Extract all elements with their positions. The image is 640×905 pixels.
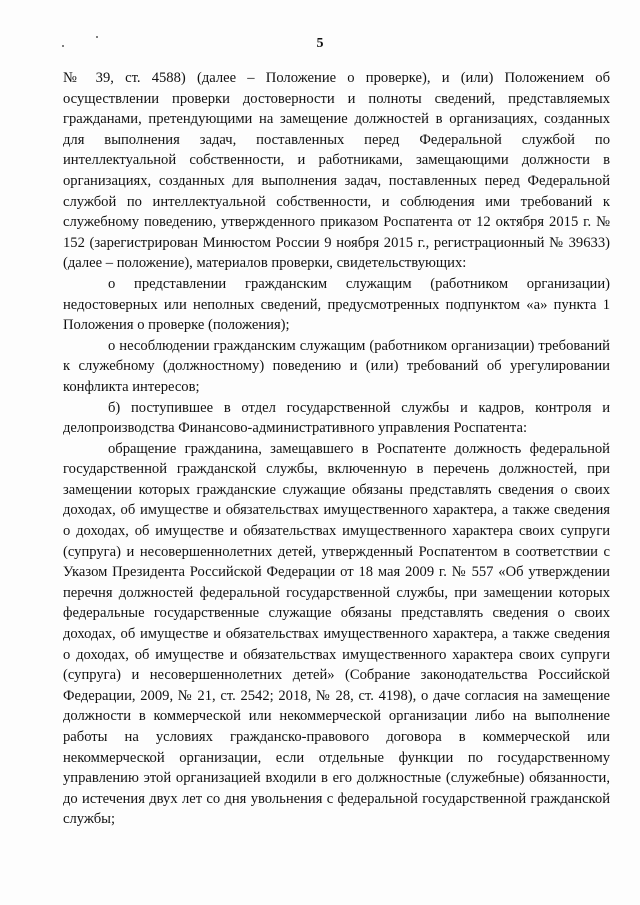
paragraph-item-b: б) поступившее в отдел государственной службы и кадров, контроля и делопроизводства Финансово-административного управления Роспатента: <box>63 399 610 437</box>
paragraph-intro-continuation: № 39, ст. 4588) (далее – Положение о проверке), и (или) Положением об осуществлении проверки достоверности и полноты сведений, представляемых гражданами, претендующими на замещение должностей в организациях, созданных для выполнения задач, поставленных перед Федеральной службой по интеллектуальной собственности, и работниками, замещающими должности в организациях, созданных для выполнения задач, поставленных перед Федеральной службой по интеллектуальной собственности, и соблюдения ими требований к служебному поведению, утвержденного приказом Роспатента от 12 октября 2015 г. № 152 (зарегистрирован Минюстом России 9 ноября 2015 г., регистрационный № 39633) (далее – положение), материалов проверки, свидетельствующих: <box>63 70 610 272</box>
paragraph-citizen-appeal: обращение гражданина, замещавшего в Роспатенте должность федеральной государственной гражданской службы, включенную в перечень должностей, при замещении которых гражданские служащие обязаны представлять сведения о своих доходах, об имуществе и обязательствах имущественного характера, а также сведения о доходах, об имуществе и обязательствах имущественного характера своих супруги (супруга) и несовершеннолетних детей, утвержденный Роспатентом в соответствии с Указом Президента Российской Федерации от 18 мая 2009 г. № 557 «Об утверждении перечня должностей федеральной государственной службы, при замещении которых федеральные государственные служащие обязаны представлять сведения о своих доходах, об имуществе и обязательствах имущественного характера, а также сведения о доходах, об имуществе и обязательствах имущественного характера своих супруги (супруга) и несовершеннолетних детей» (Собрание законодательства Российской Федерации, 2009, № 21, ст. 2542; 2018, № 28, ст. 4198), о даче согласия на замещение должности в коммерческой или некоммерческой организации либо на выполнение работы на условиях гражданско-правового договора в коммерческой или некоммерческой организации, если отдельные функции по государственному управлению этой организацией входили в его должностные (служебные) обязанности, до истечения двух лет со дня увольнения с федеральной государственной гражданской службы; <box>63 440 610 828</box>
paragraph-bullet-false-info: о представлении гражданским служащим (работником организации) недостоверных или неполных сведений, предусмотренных подпунктом «а» пункта 1 Положения о проверке (положения); <box>63 275 610 334</box>
paragraph-bullet-non-compliance: о несоблюдении гражданским служащим (работником организации) требований к служебному (должностному) поведению и (или) требований об урегулировании конфликта интересов; <box>63 337 610 395</box>
document-body <box>63 68 610 830</box>
page-number: 5 <box>316 36 324 51</box>
